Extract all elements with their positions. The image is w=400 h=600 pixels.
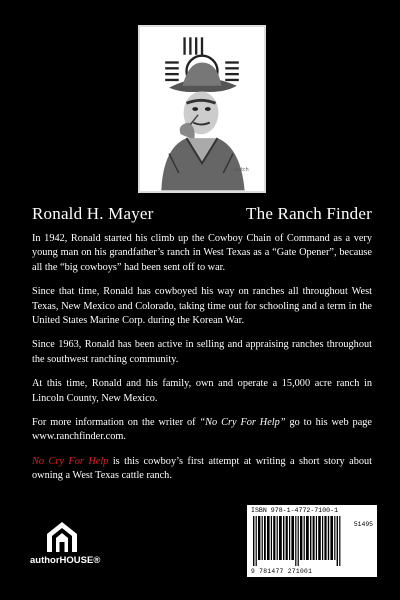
author-name: Ronald H. Mayer — [32, 204, 154, 223]
author-nickname: The Ranch Finder — [246, 204, 372, 223]
barcode-bars — [253, 516, 343, 566]
publisher-name: authorHOUSE® — [30, 555, 101, 566]
bio-paragraph-5-pre: For more information on the writer of — [32, 417, 200, 429]
bio-paragraph-6 — [32, 455, 372, 484]
bio-paragraph-5-post: go to his web page www.ranchfinder.com. — [32, 417, 372, 443]
bio-paragraph-5 — [32, 416, 372, 445]
isbn-number: ISBN 978-1-4772-7100-1 — [251, 507, 339, 514]
svg-text:sketch: sketch — [233, 168, 249, 173]
publisher-logo — [30, 520, 101, 582]
portrait-sketch — [140, 27, 264, 191]
bio-paragraph-1: In 1942, Ronald started his climb up the Cowboy Chain of Command as a very young man on his grandfather’s ranch in West Texas as a “Gate Opener”, because all the “big cowboys” had been sent off to war. — [32, 233, 372, 273]
bio-paragraph-4: At this time, Ronald and his family, own and operate a 15,000 acre ranch in Lincoln County, New Mexico. — [32, 378, 372, 404]
author-bio — [32, 232, 372, 494]
author-portrait — [138, 25, 266, 193]
price-code: 51495 — [353, 521, 373, 528]
bio-paragraph-3: Since 1963, Ronald has been active in selling and appraising ranches throughout the southwest ranching community. — [32, 339, 372, 365]
bio-paragraph-2: Since that time, Ronald has cowboyed his way on ranches all throughout West Texas, New Mexico and Colorado, taking time out for schooling and a term in the United States Marine Corp. during the Korean War. — [32, 286, 372, 327]
title-row — [32, 204, 372, 224]
bio-paragraph-6-post: is this cowboy’s first attempt at writing a short story about owning a West Texas cattle ranch. — [32, 455, 372, 482]
ean-number: 9 781477 271001 — [251, 568, 313, 575]
book-title-quoted: “No Cry For Help” — [199, 417, 286, 429]
isbn-barcode — [247, 505, 377, 577]
book-title-highlight: No Cry For Help — [32, 455, 109, 467]
house-icon — [45, 520, 79, 554]
